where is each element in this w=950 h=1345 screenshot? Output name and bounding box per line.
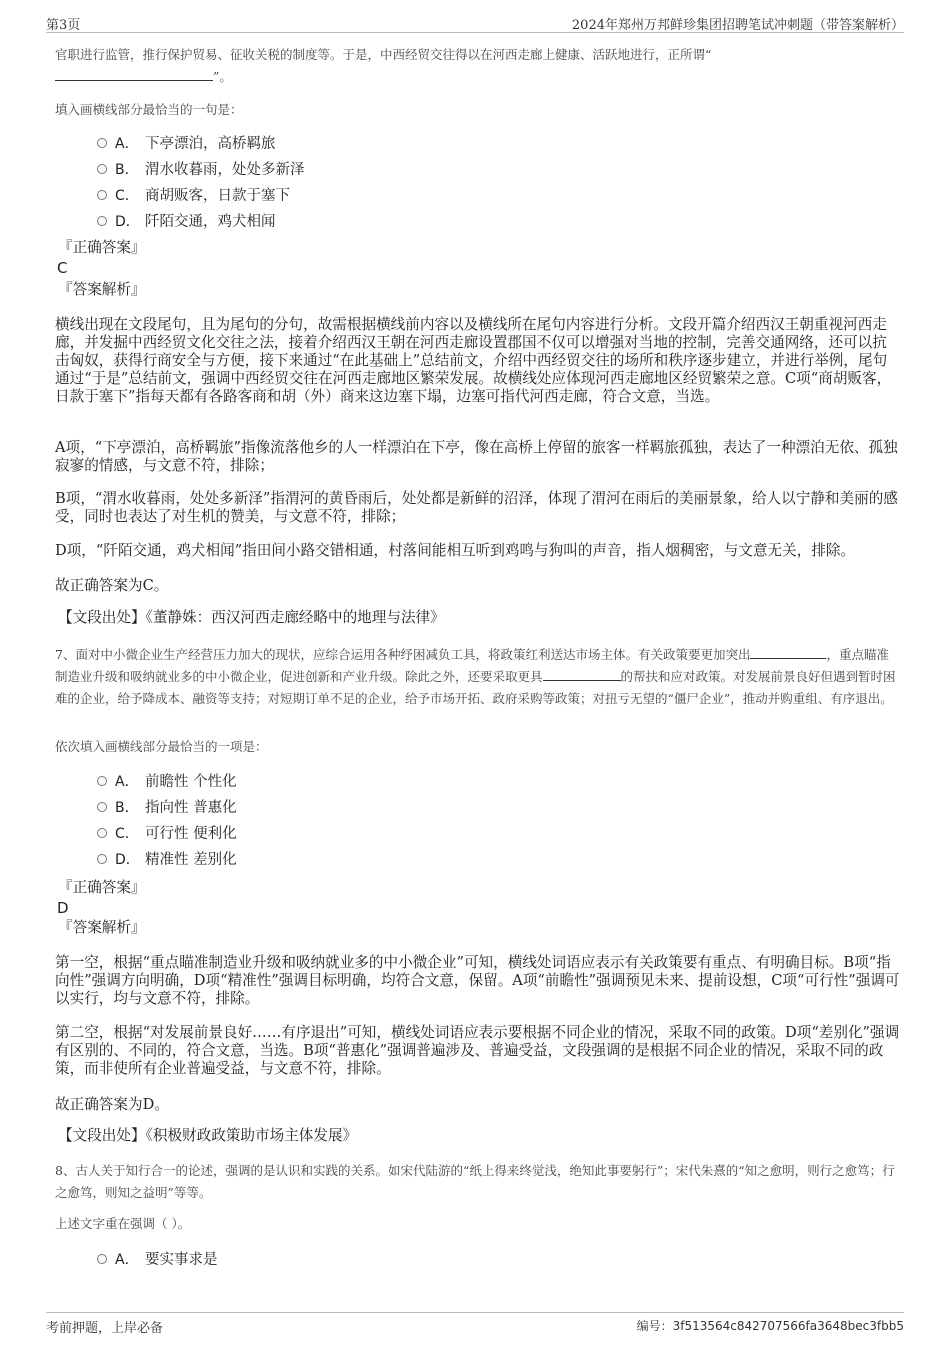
q6-answer: C xyxy=(57,259,68,277)
radio-icon[interactable] xyxy=(97,802,107,812)
radio-icon[interactable] xyxy=(97,216,107,226)
radio-icon[interactable] xyxy=(97,190,107,200)
q6-blank xyxy=(55,66,213,81)
q7-option-d[interactable]: D． 精准性 差别化 xyxy=(97,850,237,870)
q6-passage-tail: 官职进行监管，推行保护贸易、征收关税的制度等。于是，中西经贸交往得以在河西走廊上健康、活跃地进行，正所谓“ ”。 xyxy=(55,47,712,84)
q8-prompt: 上述文字重在强调（ ）。 xyxy=(55,1216,191,1231)
q7-option-b[interactable]: B． 指向性 普惠化 xyxy=(97,798,237,818)
q8-option-a[interactable]: A． 要实事求是 xyxy=(97,1250,218,1270)
radio-icon[interactable] xyxy=(97,164,107,174)
q7-analysis-label: 『答案解析』 xyxy=(58,919,146,936)
q7-stem: 7、面对中小微企业生产经营压力加大的现状，应综合运用各种纾困减负工具，将政策红利送达市场主体。有关政策要更加突出 ，重点瞄准制造业升级和吸纳就业多的中小微企业，促进创新和产业升级。除此之外，还要采取更具 的帮扶和应对政策。对发展前景良好但遇到暂时困难的企业，给予降成本、融资等支持；对短期订单不足的企业，给予市场开拓、政府采购等政策；对扭亏无望的“僵尸企业”，推动并购重组、有序退出。 xyxy=(55,644,900,710)
q7-analysis-1: 第一空，根据“重点瞄准制造业升级和吸纳就业多的中小微企业”可知，横线处词语应表示有关政策要有重点、有明确目标。B项“指向性”强调方向明确，D项“精准性”强调目标明确，均符合文意，保留。A项“前瞻性”强调预见未来、提前设想，C项“可行性”强调可以实行，均与文意不符，排除。 xyxy=(55,954,900,1007)
q6-option-a[interactable]: A． 下亭漂泊，高桥羁旅 xyxy=(97,134,276,154)
q7-answer-label: 『正确答案』 xyxy=(58,879,146,896)
radio-icon[interactable] xyxy=(97,776,107,786)
q7-option-a[interactable]: A． 前瞻性 个性化 xyxy=(97,772,237,792)
q8-stem: 8、古人关于知行合一的论述，强调的是认识和实践的关系。如宋代陆游的“纸上得来终觉浅，绝知此事要躬行”；宋代朱熹的“知之愈明，则行之愈笃；行之愈笃，则知之益明”等等。 xyxy=(55,1163,895,1200)
document-code: 编号：3f513564c842707566fa3648bec3fbb5 xyxy=(636,1319,904,1333)
q7-answer: D xyxy=(57,899,69,917)
document-title: 2024年郑州万邦鲜珍集团招聘笔试冲刺题（带答案解析） xyxy=(571,18,904,33)
q7-analysis-2: 第二空，根据“对发展前景良好……有序退出”可知，横线处词语应表示要根据不同企业的情况，采取不同的政策。D项“差别化”强调有区别的、不同的，符合文意，当选。B项“普惠化”强调普遍涉及、普遍受益，文段强调的是根据不同企业的情况，采取不同的政策，而非使所有企业普遍受益，与文意不符，排除。 xyxy=(55,1024,900,1077)
q6-analysis-2: A项，“下亭漂泊，高桥羁旅”指像流落他乡的人一样漂泊在下亭，像在高桥上停留的旅客一样羁旅孤独，表达了一种漂泊无依、孤独寂寥的情感，与文意不符，排除； xyxy=(55,439,898,474)
radio-icon[interactable] xyxy=(97,1254,107,1264)
q6-option-d[interactable]: D． 阡陌交通，鸡犬相闻 xyxy=(97,212,276,232)
q6-analysis-5: 故正确答案为C。 xyxy=(55,577,169,594)
q6-analysis-label: 『答案解析』 xyxy=(58,281,146,298)
q7-analysis-3: 故正确答案为D。 xyxy=(55,1096,169,1113)
page-number: 第3页 xyxy=(46,18,81,33)
radio-icon[interactable] xyxy=(97,854,107,864)
q6-analysis-1: 横线出现在文段尾句，且为尾句的分句，故需根据横线前内容以及横线所在尾句内容进行分析。文段开篇介绍西汉王朝重视河西走廊，并发掘中西经贸文化交往之法，接着介绍西汉王朝在河西走廊设置郡国不仅可以增强对当地的控制，完善交通网络，还可以抗击匈奴，获得行商安全与方便，接下来通过“在此基础上”总结前文，介绍中西经贸交往的场所和秩序逐步建立，并进行举例，尾句通过“于是”总结前文，强调中西经贸交往在河西走廊地区繁荣发展。故横线处应体现河西走廊地区经贸繁荣之意。C项“商胡贩客，日款于塞下”指每天都有各路客商和胡（外）商来这边塞下塌，边塞可指代河西走廊，符合文意，当选。 xyxy=(55,316,892,405)
page-footer xyxy=(46,1312,904,1337)
q7-option-c[interactable]: C． 可行性 便利化 xyxy=(97,824,237,844)
radio-icon[interactable] xyxy=(97,828,107,838)
q7-source: 【文段出处】《积极财政政策助市场主体发展》 xyxy=(58,1127,358,1144)
q7-blank-2 xyxy=(543,666,621,681)
q6-answer-label: 『正确答案』 xyxy=(58,239,146,256)
q7-prompt: 依次填入画横线部分最恰当的一项是： xyxy=(55,739,268,754)
q6-prompt: 填入画横线部分最恰当的一句是： xyxy=(55,102,243,117)
q6-source: 【文段出处】《董静姝：西汉河西走廊经略中的地理与法律》 xyxy=(58,609,445,626)
q6-analysis-3: B项，“渭水收暮雨，处处多新泽”指渭河的黄昏雨后，处处都是新鲜的沼泽，体现了渭河在雨后的美丽景象，给人以宁静和美丽的感受，同时也表达了对生机的赞美，与文意不符，排除； xyxy=(55,490,898,525)
page-header xyxy=(46,12,904,33)
footer-slogan: 考前押题，上岸必备 xyxy=(46,1321,164,1336)
q7-blank-1 xyxy=(750,644,826,659)
q6-option-c[interactable]: C． 商胡贩客，日款于塞下 xyxy=(97,186,290,206)
q6-analysis-4: D项，“阡陌交通，鸡犬相闻”指田间小路交错相通，村落间能相互听到鸡鸣与狗叫的声音，指人烟稠密，与文意无关，排除。 xyxy=(55,542,856,559)
q6-option-b[interactable]: B． 渭水收暮雨，处处多新泽 xyxy=(97,160,305,180)
radio-icon[interactable] xyxy=(97,138,107,148)
